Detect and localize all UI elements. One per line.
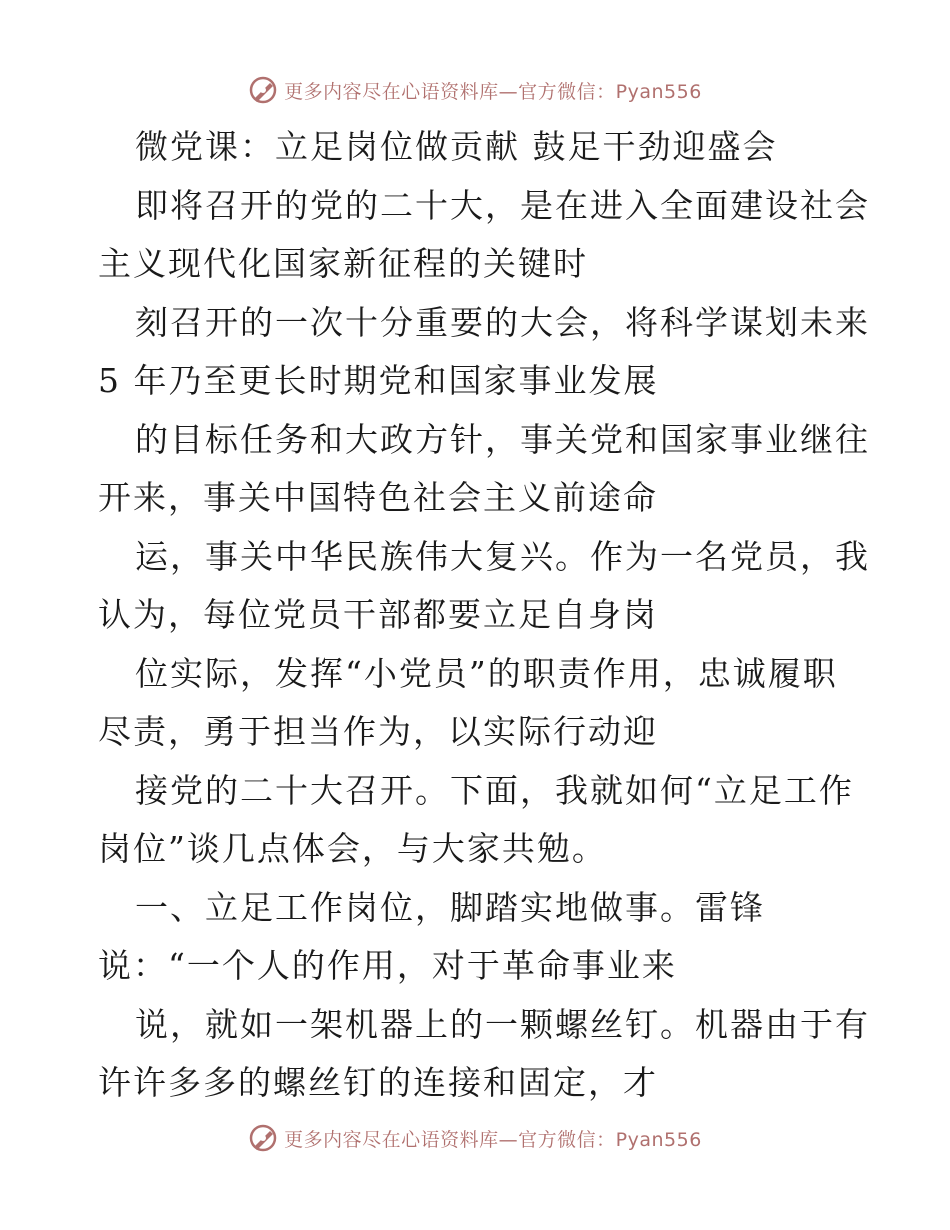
header-banner: [0, 70, 950, 110]
text-line: 尽责，勇于担当作为，以实际行动迎: [98, 712, 658, 751]
banner-text: 更多内容尽在心语资料库—官方微信：Pyan556: [284, 1128, 702, 1151]
text-line: 即将召开的党的二十大，是在进入全面建设社会: [135, 185, 870, 225]
text-line: 一、立足工作岗位，脚踏实地做事。雷锋: [135, 887, 765, 927]
text-line: 岗位”谈几点体会，与大家共勉。: [98, 829, 607, 868]
text-line: 接党的二十大召开。下面，我就如何“立足工作: [135, 770, 854, 810]
text-line: 5 年乃至更长时期党和国家事业发展: [98, 361, 659, 400]
text-line: 说：“一个人的作用，对于革命事业来: [98, 946, 677, 985]
document-body: [98, 118, 870, 1113]
text-line: 开来，事关中国特色社会主义前途命: [98, 478, 658, 517]
text-line: 认为，每位党员干部都要立足自身岗: [98, 595, 658, 634]
text-line: 主义现代化国家新征程的关键时: [98, 244, 588, 283]
text-line: 许许多多的螺丝钉的连接和固定，才: [98, 1063, 658, 1102]
pen-logo-icon: [248, 75, 278, 105]
footer-banner: [0, 1118, 950, 1158]
text-line: 说，就如一架机器上的一颗螺丝钉。机器由于有: [135, 1004, 870, 1044]
pen-logo-icon: [248, 1123, 278, 1153]
text-line: 位实际，发挥“小党员”的职责作用，忠诚履职: [135, 653, 838, 693]
text-line: 微党课：立足岗位做贡献 鼓足干劲迎盛会: [135, 127, 778, 166]
text-line: 运，事关中华民族伟大复兴。作为一名党员，我: [135, 536, 870, 576]
text-line: 刻召开的一次十分重要的大会，将科学谋划未来: [135, 302, 870, 342]
text-line: 的目标任务和大政方针，事关党和国家事业继往: [135, 419, 870, 459]
banner-text: 更多内容尽在心语资料库—官方微信：Pyan556: [284, 80, 702, 103]
